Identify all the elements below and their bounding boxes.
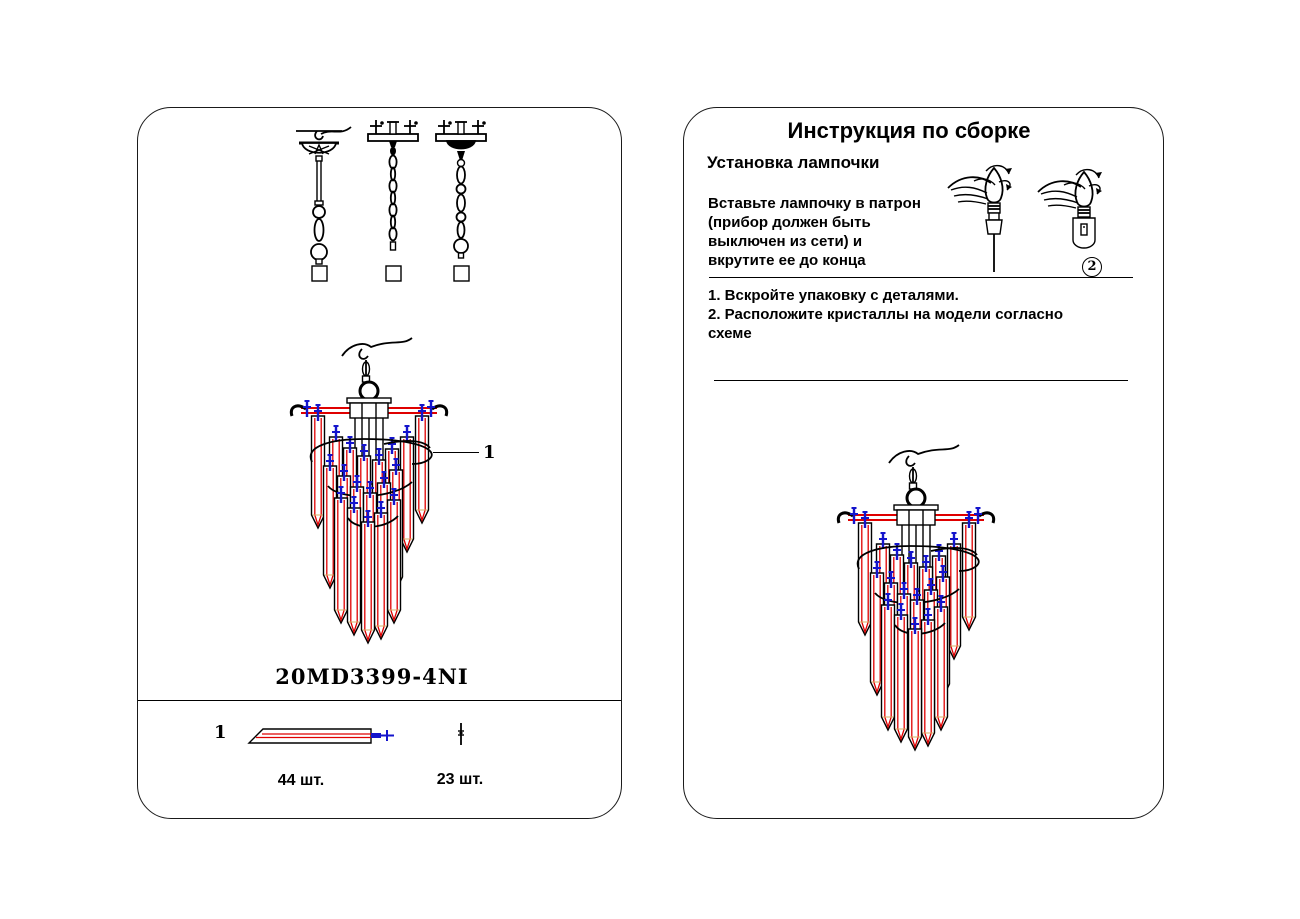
bulb-into-socket-step2-icon xyxy=(1038,170,1102,248)
instruction-line: выключен из сети) и xyxy=(708,233,863,250)
chandelier-diagram xyxy=(791,443,1041,773)
instruction-line: вкрутите ее до конца xyxy=(708,252,866,269)
step-item: 1. Вскройте упаковку с деталями. xyxy=(708,287,959,304)
steps-list xyxy=(708,286,1110,343)
panel-divider xyxy=(138,700,621,701)
instruction-line: Вставьте лампочку в патрон xyxy=(708,195,921,212)
part-item-number: 1 xyxy=(214,722,227,743)
step-badge: 2 xyxy=(1082,257,1102,277)
assembly-instructions-panel xyxy=(683,107,1164,819)
bulb-into-socket-step1-icon xyxy=(948,166,1012,272)
hook-mount-icon xyxy=(296,127,351,281)
chandelier-diagram xyxy=(244,336,494,666)
bulb-instruction-text xyxy=(708,194,968,270)
callout-pointer-line xyxy=(433,452,479,453)
callout-label: 1 xyxy=(483,442,496,463)
instruction-line: (прибор должен быть xyxy=(708,214,871,231)
bracket-dome-chain-mount-icon xyxy=(436,120,486,281)
pin-part-icon xyxy=(455,722,467,746)
crystal-quantity: 44 шт. xyxy=(277,772,325,789)
step-item: 2. Расположите кристаллы на модели согласно схеме xyxy=(708,306,1064,342)
bulb-install-illustration xyxy=(946,156,1136,276)
model-number: 20MD3399-4NI xyxy=(275,664,469,689)
section-divider xyxy=(714,380,1128,381)
crystal-part-icon xyxy=(246,726,396,752)
section-divider xyxy=(709,277,1133,278)
model-diagram-panel xyxy=(137,107,622,819)
pin-quantity: 23 шт. xyxy=(436,771,484,788)
page-title: Инструкция по сборке xyxy=(787,118,1031,143)
ceiling-mount-options-icon xyxy=(288,116,498,291)
section-heading: Установка лампочки xyxy=(707,153,880,172)
bracket-chain-mount-icon xyxy=(368,120,418,281)
